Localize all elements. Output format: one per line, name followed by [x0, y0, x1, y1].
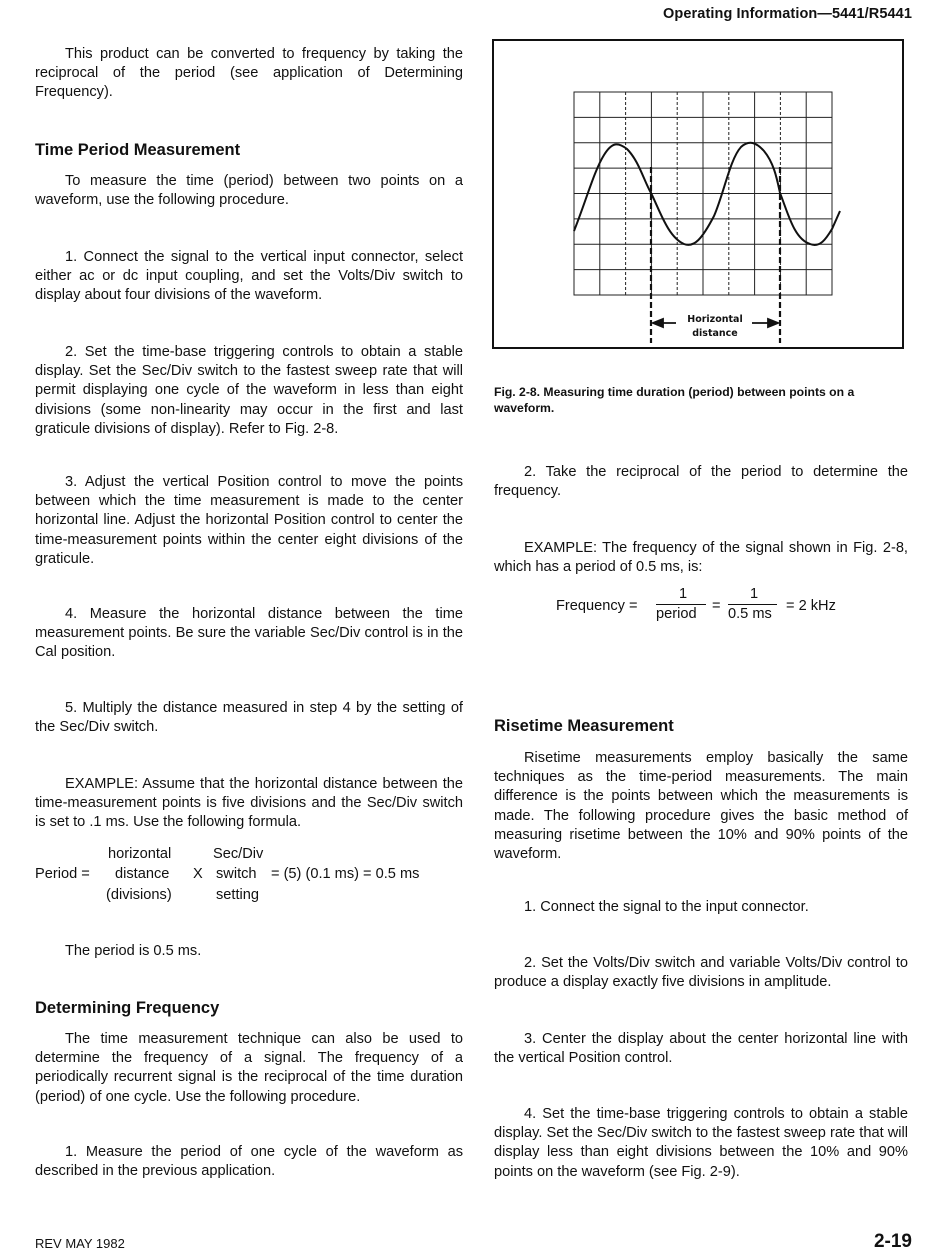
time-period-example: EXAMPLE: Assume that the horizontal distance between the time-measurement points is five divisions and the Sec/Div switch is set to .1 ms. Use the following formula.: [35, 776, 463, 831]
risetime-step-3: 3. Center the display about the center horizontal line with the vertical Position control.: [494, 1031, 908, 1067]
right-column: [494, 0, 908, 1220]
left-column: [35, 0, 463, 1220]
freq-formula-rhs: = 2 kHz: [786, 598, 836, 614]
running-head: Operating Information—5441/R5441: [663, 6, 912, 22]
risetime-step-1: 1. Connect the signal to the input connector.: [524, 899, 809, 915]
formula-times: X: [193, 866, 203, 882]
time-period-step-2: 2. Set the time-base triggering controls to obtain a stable display. Set the Sec/Div switch to the fastest sweep rate that will permit displaying one cycle of the waveform in less than eight divisions (some non-linearity may occur in the first and last graticule divisions of display). Refer to Fig. 2-8.: [35, 344, 463, 437]
time-period-intro: To measure the time (period) between two points on a waveform, use the following procedure.: [35, 173, 463, 209]
formula-rhs: = (5) (0.1 ms) = 0.5 ms: [271, 866, 420, 882]
freq-formula-num2: 1: [750, 586, 759, 602]
time-period-step-4: 4. Measure the horizontal distance between the time measurement points. Be sure the variable Sec/Div control is in the Cal position.: [35, 606, 463, 661]
freq-formula-lhs: Frequency =: [556, 598, 638, 614]
footer-revision: REV MAY 1982: [35, 1236, 125, 1251]
heading-determining-frequency: Determining Frequency: [35, 999, 220, 1017]
formula-term1-bot: (divisions): [106, 887, 172, 903]
heading-time-period-measurement: Time Period Measurement: [35, 141, 241, 159]
frequency-step-2: 2. Take the reciprocal of the period to determine the frequency.: [494, 464, 908, 500]
formula-lhs: Period =: [35, 866, 90, 882]
period-formula: [35, 845, 463, 907]
figure-caption: Fig. 2-8. Measuring time duration (period) between points on a waveform.: [494, 385, 855, 415]
time-period-step-1: 1. Connect the signal to the vertical input connector, select either ac or dc input coupling, and set the Volts/Div switch to display about four divisions of the waveform.: [35, 249, 463, 304]
heading-risetime-measurement: Risetime Measurement: [494, 717, 674, 735]
formula-term2-mid: switch: [216, 866, 257, 882]
risetime-step-2: 2. Set the Volts/Div switch and variable Volts/Div control to produce a display exactly five divisions in amplitude.: [494, 955, 908, 991]
frequency-example: EXAMPLE: The frequency of the signal shown in Fig. 2-8, which has a period of 0.5 ms, is:: [494, 540, 908, 576]
freq-formula-den1: period: [656, 606, 697, 622]
time-period-step-5: 5. Multiply the distance measured in step 4 by the setting of the Sec/Div switch.: [35, 700, 463, 736]
period-result: The period is 0.5 ms.: [65, 943, 202, 959]
freq-formula-eq: =: [712, 598, 721, 614]
risetime-step-4: 4. Set the time-base triggering controls to obtain a stable display. Set the Sec/Div switch to the fastest sweep rate that will display less than eight divisions between the 10% and 90% points on the waveform (see Fig. 2-9).: [494, 1106, 908, 1180]
freq-formula-num1: 1: [679, 586, 688, 602]
formula-term1-mid: distance: [115, 866, 170, 882]
freq-formula-den2: 0.5 ms: [728, 606, 772, 622]
footer-page-number: 2-19: [873, 1231, 912, 1252]
formula-term2-top: Sec/Div: [213, 846, 264, 862]
risetime-intro: Risetime measurements employ basically the same techniques as the time-period measurements. The main difference is the points between which the measurements is made. The following procedure gives the basic method of measuring risetime between the 10% and 90% points of the waveform.: [494, 750, 908, 863]
formula-term1-top: horizontal: [108, 846, 172, 862]
figure-label-line2: distance: [692, 328, 738, 339]
determining-frequency-intro: The time measurement technique can also be used to determine the frequency of a signal. The frequency of a periodically recurrent signal is the reciprocal of the time duration (period) of one cycle. Use the following procedure.: [35, 1031, 463, 1105]
determining-frequency-step-1: 1. Measure the period of one cycle of the waveform as described in the previous application.: [35, 1144, 463, 1180]
frequency-formula: [494, 585, 908, 631]
formula-term2-bot: setting: [216, 887, 259, 903]
time-period-step-3: 3. Adjust the vertical Position control to move the points between which the time measurement is made to the center horizontal line. Adjust the horizontal Position control to center the time-measurement points within the center eight divisions of the graticule.: [35, 474, 463, 567]
intro-paragraph: This product can be converted to frequency by taking the reciprocal of the period (see application of Determining Frequency).: [35, 46, 463, 101]
figure-label-line1: Horizontal: [687, 314, 743, 325]
